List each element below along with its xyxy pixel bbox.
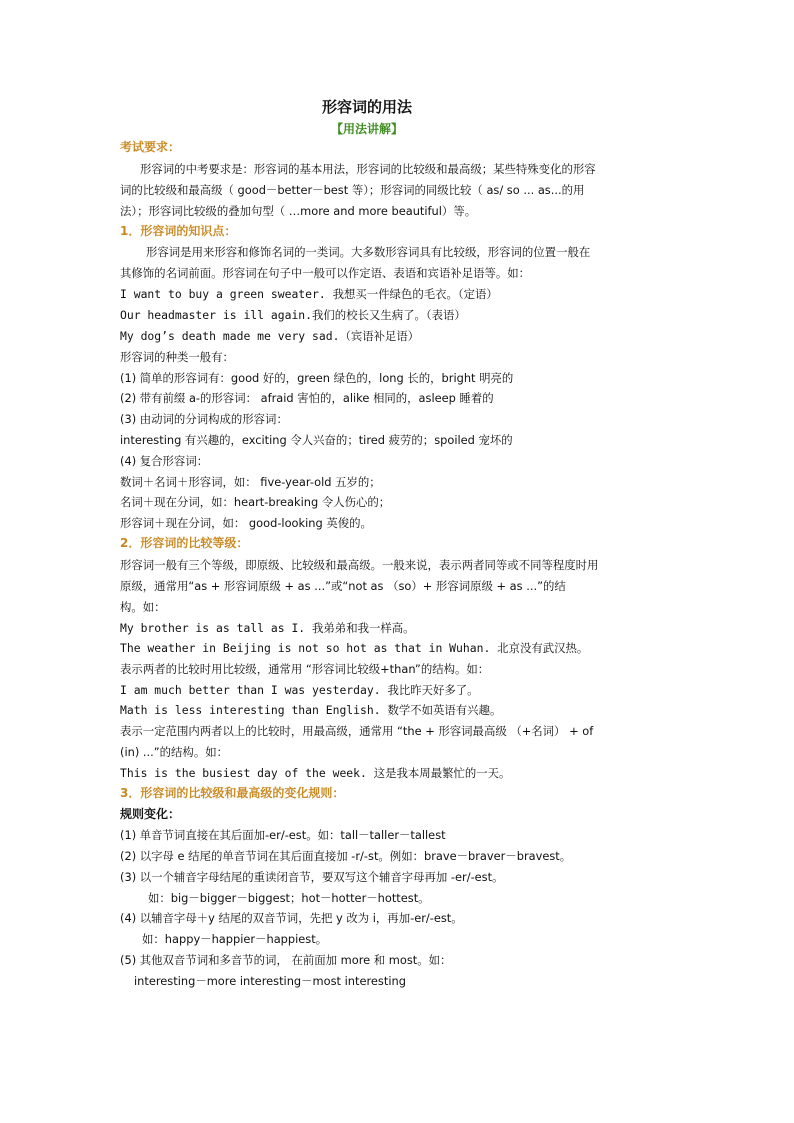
- list-item: 名词＋现在分词，如：heart-breaking 令人伤心的；: [120, 495, 391, 509]
- list-item: 形容词＋现在分词，如： good-looking 英俊的。: [120, 516, 372, 530]
- list-item-example: 如：happy－happier－happiest。: [142, 932, 328, 946]
- paragraph-line: 形容词是用来形容和修饰名词的一类词。大多数形容词具有比较级，形容词的位置一般在: [146, 245, 591, 259]
- list-item: 数词＋名词＋形容词，如： five-year-old 五岁的；: [120, 475, 381, 489]
- paragraph-line: 构。如：: [120, 600, 166, 614]
- section-heading-rules: 3．形容词的比较级和最高级的变化规则：: [120, 786, 345, 800]
- paragraph-line: 形容词的中考要求是：形容词的基本用法，形容词的比较级和最高级；某些特殊变化的形容: [140, 162, 596, 176]
- paragraph-line: 词的比较级和最高级（ good－better－best 等）；形容词的同级比较（ as/ so ... as...的用: [120, 183, 585, 197]
- example-line: The weather in Beijing is not so hot as that in Wuhan. 北京没有武汉热。: [120, 641, 589, 655]
- paragraph-line: 表示一定范围内两者以上的比较时，用最高级，通常用 “the + 形容词最高级 （+名词） + of: [120, 724, 594, 738]
- list-item-example: interesting－more interesting－most interesting: [134, 974, 406, 988]
- paragraph-line: 其修饰的名词前面。形容词在句子中一般可以作定语、表语和宾语补足语等。如：: [120, 266, 531, 280]
- page-title: 形容词的用法: [321, 98, 412, 116]
- list-item: (4) 以辅音字母＋y 结尾的双音节词，先把 y 改为 i，再加-er/-est。: [120, 911, 463, 925]
- list-item: (3) 以一个辅音字母结尾的重读闭音节，要双写这个辅音字母再加 -er/-est。: [120, 870, 504, 884]
- list-item: (4) 复合形容词：: [120, 454, 209, 468]
- page-subtitle: 【用法讲解】: [330, 122, 403, 136]
- list-item: (1) 简单的形容词有：good 好的，green 绿色的，long 长的，bright 明亮的: [120, 371, 514, 385]
- example-line: Our headmaster is ill again.我们的校长又生病了。（表语）: [120, 308, 466, 322]
- example-line: I want to buy a green sweater. 我想买一件绿色的毛衣。（定语）: [120, 287, 498, 301]
- list-item: interesting 有兴趣的，exciting 令人兴奋的；tired 疲劳的；spoiled 宠坏的: [120, 433, 513, 447]
- list-item: (1) 单音节词直接在其后面加-er/-est。如：tall－taller－tallest: [120, 828, 446, 842]
- paragraph-line: 表示两者的比较时用比较级，通常用 “形容词比较级+than”的结构。如：: [120, 662, 490, 676]
- example-line: I am much better than I was yesterday. 我比昨天好多了。: [120, 683, 479, 697]
- list-item: (5) 其他双音节词和多音节的词， 在前面加 more 和 most。如：: [120, 953, 452, 967]
- section-heading-knowledge: 1．形容词的知识点：: [120, 224, 237, 238]
- example-line: My dog’s death made me very sad.（宾语补足语）: [120, 329, 420, 343]
- paragraph-line: 原级，通常用“as + 形容词原级 + as ...”或“not as （so）+ 形容词原级 + as ...”的结: [120, 579, 566, 593]
- paragraph-line: 形容词的种类一般有：: [120, 350, 234, 364]
- list-item: (2) 带有前缀 a-的形容词： afraid 害怕的，alike 相同的，asleep 睡着的: [120, 391, 494, 405]
- example-line: Math is less interesting than English. 数学不如英语有兴趣。: [120, 703, 502, 717]
- list-item: (2) 以字母 e 结尾的单音节词在其后面直接加 -r/-st。例如：brave－braver－bravest。: [120, 849, 572, 863]
- paragraph-line: (in) ...”的结构。如：: [120, 745, 229, 759]
- paragraph-line: 形容词一般有三个等级，即原级、比较级和最高级。一般来说，表示两者同等或不同等程度时用: [120, 558, 599, 572]
- subheading-regular-changes: 规则变化：: [120, 807, 181, 821]
- example-line: My brother is as tall as I. 我弟弟和我一样高。: [120, 621, 415, 635]
- section-heading-exam-requirements: 考试要求：: [120, 140, 181, 154]
- list-item: (3) 由动词的分词构成的形容词：: [120, 412, 288, 426]
- example-line: This is the busiest day of the week. 这是我本周最繁忙的一天。: [120, 766, 511, 780]
- paragraph-line: 法）；形容词比较级的叠加句型（ …more and more beautiful）等。: [120, 204, 477, 218]
- list-item-example: 如：big－bigger－biggest；hot－hotter－hottest。: [148, 891, 430, 905]
- section-heading-comparison: 2．形容词的比较等级：: [120, 536, 249, 550]
